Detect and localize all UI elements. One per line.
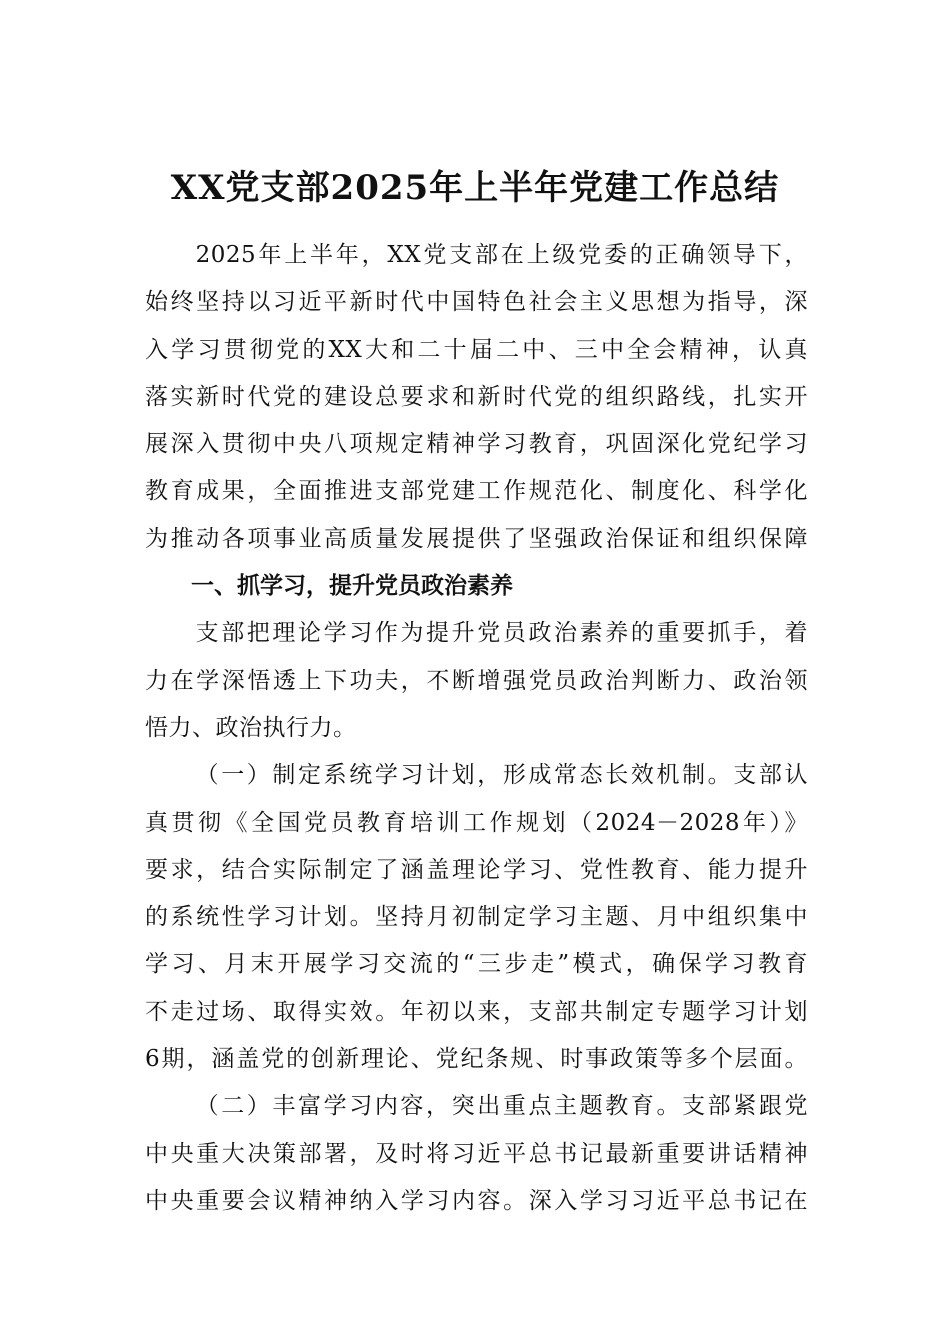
text-line: 支部把理论学习作为提升党员政治素养的重要抓手，着 [195,620,808,647]
text-line: （二）丰富学习内容，突出重点主题教育。支部紧跟党 [195,1093,808,1120]
text-line: 力在学深悟透上下功夫，不断增强党员政治判断力、政治领 [145,667,808,694]
text-line: 学习、月末开展学习交流的“三步走”模式，确保学习教育 [145,951,808,978]
section1-paragraph [145,610,808,752]
text-line: 6期，涵盖党的创新理论、党纪条规、时事政策等多个层面。 [145,1046,808,1073]
text-line: 不走过场、取得实效。年初以来，支部共制定专题学习计划 [145,998,808,1025]
text-line: 始终坚持以习近平新时代中国特色社会主义思想为指导，深 [145,289,808,316]
text-line: 悟力、政治执行力。 [145,714,357,741]
text-line: 要求，结合实际制定了涵盖理论学习、党性教育、能力提升 [145,856,808,883]
text-line: 真贯彻《全国党员教育培训工作规划（2024－2028年）》 [145,809,808,836]
text-line: 中央重要会议精神纳入学习内容。深入学习习近平总书记在 [145,1187,808,1214]
intro-paragraph [145,232,808,563]
text-line: 2025年上半年，XX党支部在上级党委的正确领导下， [195,242,808,268]
subsection1-paragraph [145,752,808,1083]
text-line: 中央重大决策部署，及时将习近平总书记最新重要讲话精神 [145,1140,808,1167]
text-line: （一）制定系统学习计划，形成常态长效机制。支部认 [195,762,808,789]
document-title: XX党支部2025年上半年党建工作总结 [170,168,780,208]
text-line: 展深入贯彻中央八项规定精神学习教育，巩固深化党纪学习 [145,431,808,458]
subsection2-paragraph [145,1083,808,1225]
text-line: 教育成果，全面推进支部党建工作规范化、制度化、科学化 [145,478,808,505]
document-body [145,232,808,1225]
text-line: 为推动各项事业高质量发展提供了坚强政治保证和组织保障 [145,525,808,552]
text-line: 的系统性学习计划。坚持月初制定学习主题、月中组织集中 [145,904,808,931]
text-line: 落实新时代党的建设总要求和新时代党的组织路线，扎实开 [145,383,808,410]
section-heading: 一、抓学习，提升党员政治素养 [191,573,513,600]
text-line: 入学习贯彻党的XX大和二十届二中、三中全会精神，认真 [145,336,808,363]
